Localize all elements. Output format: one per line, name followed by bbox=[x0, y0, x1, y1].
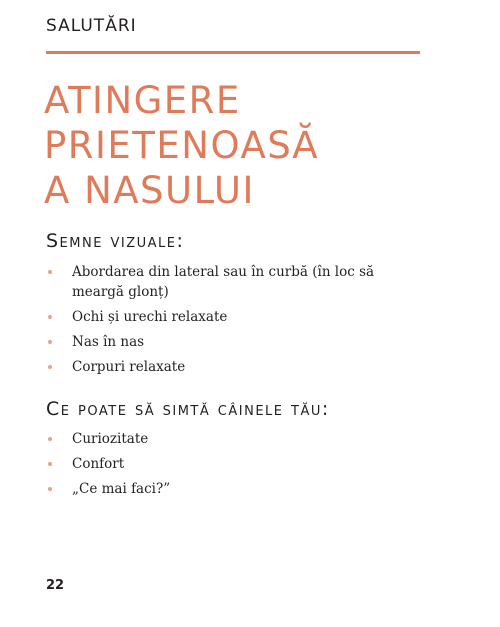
list-item-text: Confort bbox=[72, 456, 125, 472]
title-line: A NASULUI bbox=[44, 169, 255, 212]
list-item-text: Nas în nas bbox=[72, 334, 145, 350]
bullet-icon bbox=[48, 437, 52, 441]
list-item bbox=[46, 357, 406, 377]
title-line: ATINGERE bbox=[44, 79, 241, 122]
bullet-icon bbox=[48, 365, 52, 369]
dog-feelings-list bbox=[46, 429, 406, 504]
list-item bbox=[46, 479, 406, 499]
bullet-icon bbox=[48, 487, 52, 491]
page-number: 22 bbox=[46, 578, 65, 593]
section-label: SALUTĂRI bbox=[46, 16, 137, 36]
list-item-text: Corpuri relaxate bbox=[72, 359, 186, 375]
list-item-text: Abordarea din lateral sau în curbă (în loc să meargă glonț) bbox=[72, 264, 375, 300]
title-line: PRIETENOASĂ bbox=[44, 124, 320, 167]
header-divider bbox=[46, 51, 420, 54]
list-item bbox=[46, 307, 406, 327]
list-item bbox=[46, 262, 406, 302]
list-item bbox=[46, 429, 406, 449]
list-item-text: Curiozitate bbox=[72, 431, 149, 447]
list-item-text: „Ce mai faci?” bbox=[72, 481, 171, 497]
bullet-icon bbox=[48, 462, 52, 466]
bullet-icon bbox=[48, 270, 52, 274]
dog-feelings-heading: Ce poate să simtă câinele tău: bbox=[46, 398, 330, 420]
bullet-icon bbox=[48, 315, 52, 319]
visual-signs-list bbox=[46, 262, 406, 382]
page-title bbox=[44, 78, 319, 213]
list-item-text: Ochi și urechi relaxate bbox=[72, 309, 228, 325]
list-item bbox=[46, 454, 406, 474]
bullet-icon bbox=[48, 340, 52, 344]
list-item bbox=[46, 332, 406, 352]
visual-signs-heading: Semne vizuale: bbox=[46, 230, 185, 252]
